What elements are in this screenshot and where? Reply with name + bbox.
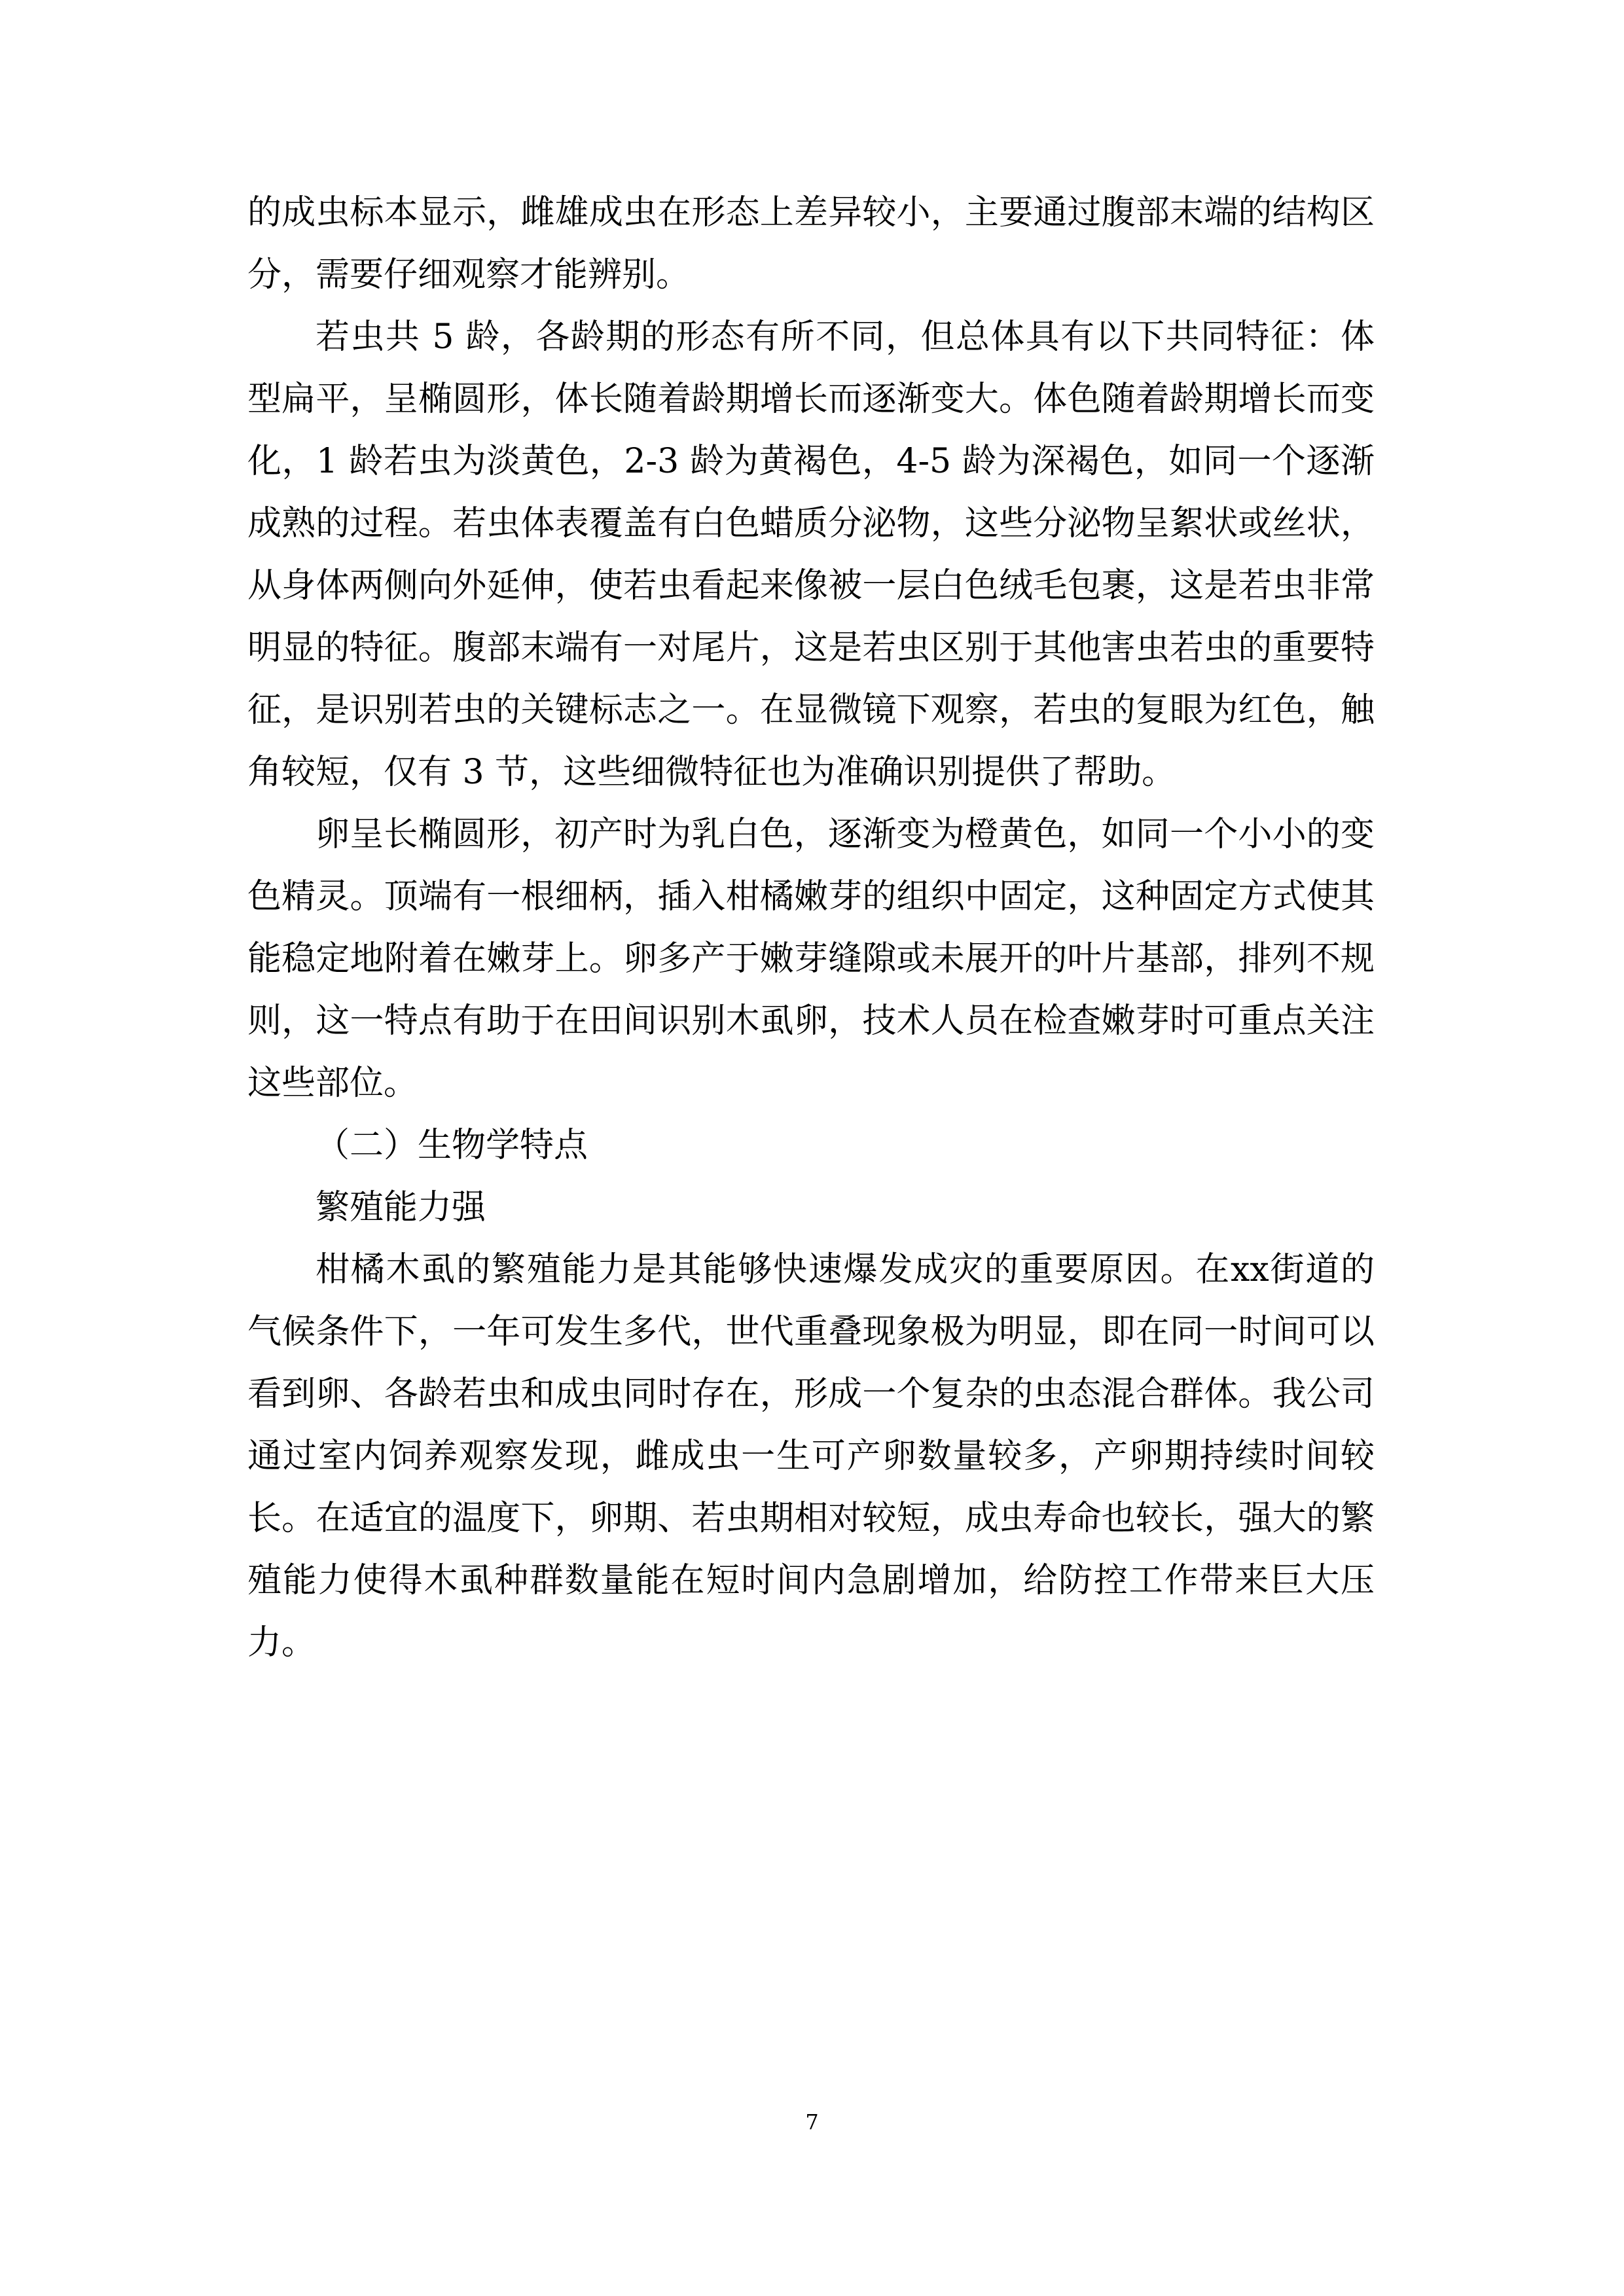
- paragraph-egg-description: 卵呈长椭圆形，初产时为乳白色，逐渐变为橙黄色，如同一个小小的变色精灵。顶端有一根细柄，插入柑橘嫩芽的组织中固定，这种固定方式使其能稳定地附着在嫩芽上。卵多产于嫩芽缝隙或未展开的叶片基部，排列不规则，这一特点有助于在田间识别木虱卵，技术人员在检查嫩芽时可重点关注这些部位。: [247, 815, 1375, 1103]
- page-number: 7: [805, 2109, 819, 2134]
- section-heading: （二）生物学特点: [316, 1126, 588, 1165]
- body-text: [247, 182, 1375, 1674]
- paragraph-nymph-description: 若虫共 5 龄，各龄期的形态有所不同，但总体具有以下共同特征：体型扁平，呈椭圆形，体长随着龄期增长而逐渐变大。体色随着龄期增长而变化，1 龄若虫为淡黄色，2-3 龄为黄褐色，4-5 龄为深褐色，如同一个逐渐成熟的过程。若虫体表覆盖有白色蜡质分泌物，这些分泌物呈絮状或丝状，从身体两侧向外延伸，使若虫看起来像被一层白色绒毛包裹，这是若虫非常明显的特征。腹部末端有一对尾片，这是若虫区别于其他害虫若虫的重要特征，是识别若虫的关键标志之一。在显微镜下观察，若虫的复眼为红色，触角较短，仅有 3 节，这些细微特征也为准确识别提供了帮助。: [247, 317, 1375, 792]
- paragraph-adult-continuation: 的成虫标本显示，雌雄成虫在形态上差异较小，主要通过腹部末端的结构区分，需要仔细观察才能辨别。: [247, 193, 1375, 295]
- sub-heading: 繁殖能力强: [316, 1188, 486, 1227]
- paragraph-reproduction: 柑橘木虱的繁殖能力是其能够快速爆发成灾的重要原因。在xx街道的气候条件下，一年可发生多代，世代重叠现象极为明显，即在同一时间可以看到卵、各龄若虫和成虫同时存在，形成一个复杂的虫态混合群体。我公司通过室内饲养观察发现，雌成虫一生可产卵数量较多，产卵期持续时间较长。在适宜的温度下，卵期、若虫期相对较短，成虫寿命也较长，强大的繁殖能力使得木虱种群数量能在短时间内急剧增加，给防控工作带来巨大压力。: [247, 1250, 1375, 1662]
